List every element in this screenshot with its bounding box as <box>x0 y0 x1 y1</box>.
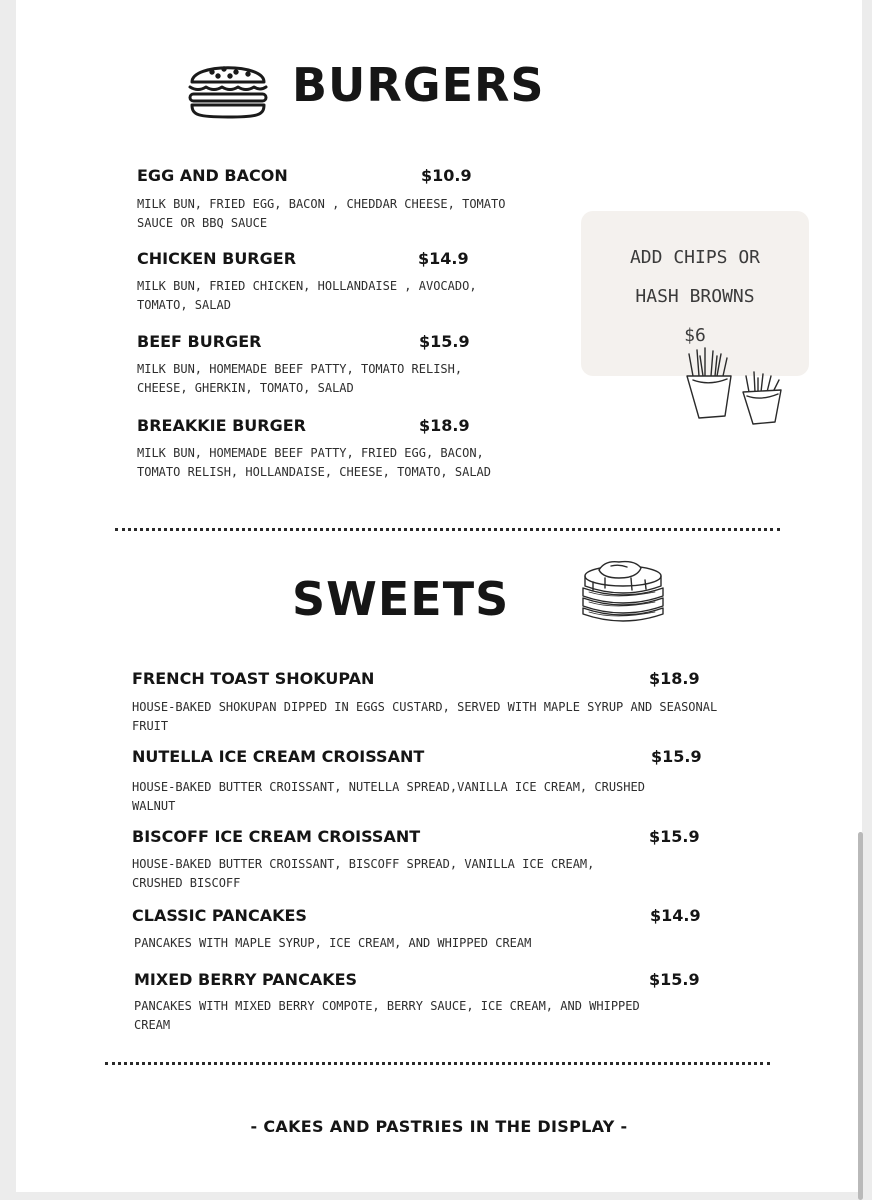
addon-line2: HASH BROWNS <box>635 286 755 307</box>
menu-item-name: BEEF BURGER <box>137 332 262 351</box>
addon-price: $6 <box>684 325 706 346</box>
pancake-stack-icon <box>575 556 671 628</box>
menu-item-desc: MILK BUN, HOMEMADE BEEF PATTY, FRIED EGG, BACON, TOMATO RELISH, HOLLANDAISE, CHEESE, TOMATO, SALAD <box>137 446 492 479</box>
menu-item-desc: MILK BUN, HOMEMADE BEEF PATTY, TOMATO RELISH, CHEESE, GHERKIN, TOMATO, SALAD <box>137 362 463 395</box>
menu-item-desc: MILK BUN, FRIED CHICKEN, HOLLANDAISE , AVOCADO, TOMATO, SALAD <box>137 279 477 312</box>
menu-item-name: BISCOFF ICE CREAM CROISSANT <box>132 827 421 846</box>
menu-item-desc: PANCAKES WITH MIXED BERRY COMPOTE, BERRY SAUCE, ICE CREAM, AND WHIPPED CREAM <box>134 999 640 1032</box>
fries-icon <box>683 346 793 428</box>
menu-item-desc: PANCAKES WITH MAPLE SYRUP, ICE CREAM, AND WHIPPED CREAM <box>134 936 532 950</box>
menu-item-price: $18.9 <box>649 669 700 688</box>
menu-item-desc: MILK BUN, FRIED EGG, BACON , CHEDDAR CHEESE, TOMATO SAUCE OR BBQ SAUCE <box>137 197 506 230</box>
burgers-title: BURGERS <box>292 58 545 112</box>
menu-item-price: $15.9 <box>419 332 470 351</box>
menu-item-price: $14.9 <box>418 249 469 268</box>
menu-item-desc: HOUSE-BAKED BUTTER CROISSANT, NUTELLA SPREAD,VANILLA ICE CREAM, CRUSHED WALNUT <box>132 780 645 813</box>
menu-item-name: BREAKKIE BURGER <box>137 416 306 435</box>
footer-note: - CAKES AND PASTRIES IN THE DISPLAY - <box>250 1117 628 1136</box>
menu-item-name: NUTELLA ICE CREAM CROISSANT <box>132 747 425 766</box>
menu-item-price: $10.9 <box>421 166 472 185</box>
menu-item-name: CLASSIC PANCAKES <box>132 906 307 925</box>
menu-item-price: $15.9 <box>651 747 702 766</box>
menu-item-price: $15.9 <box>649 970 700 989</box>
menu-item-desc: HOUSE-BAKED BUTTER CROISSANT, BISCOFF SPREAD, VANILLA ICE CREAM, CRUSHED BISCOFF <box>132 857 595 890</box>
menu-item-name: MIXED BERRY PANCAKES <box>134 970 358 989</box>
menu-item-desc: HOUSE-BAKED SHOKUPAN DIPPED IN EGGS CUSTARD, SERVED WITH MAPLE SYRUP AND SEASONAL FRUIT <box>132 700 718 733</box>
addon-line1: ADD CHIPS OR <box>629 247 761 268</box>
menu-item-name: CHICKEN BURGER <box>137 249 297 268</box>
section-divider <box>115 528 780 531</box>
burger-icon <box>186 55 270 121</box>
scrollbar-thumb[interactable] <box>858 832 863 1200</box>
menu-item-price: $15.9 <box>649 827 700 846</box>
sweets-title: SWEETS <box>292 572 510 626</box>
menu-item-name: FRENCH TOAST SHOKUPAN <box>132 669 375 688</box>
menu-item-price: $14.9 <box>650 906 701 925</box>
addon-text <box>581 238 809 355</box>
menu-item-name: EGG AND BACON <box>137 166 288 185</box>
menu-item-price: $18.9 <box>419 416 470 435</box>
section-divider <box>105 1062 770 1065</box>
